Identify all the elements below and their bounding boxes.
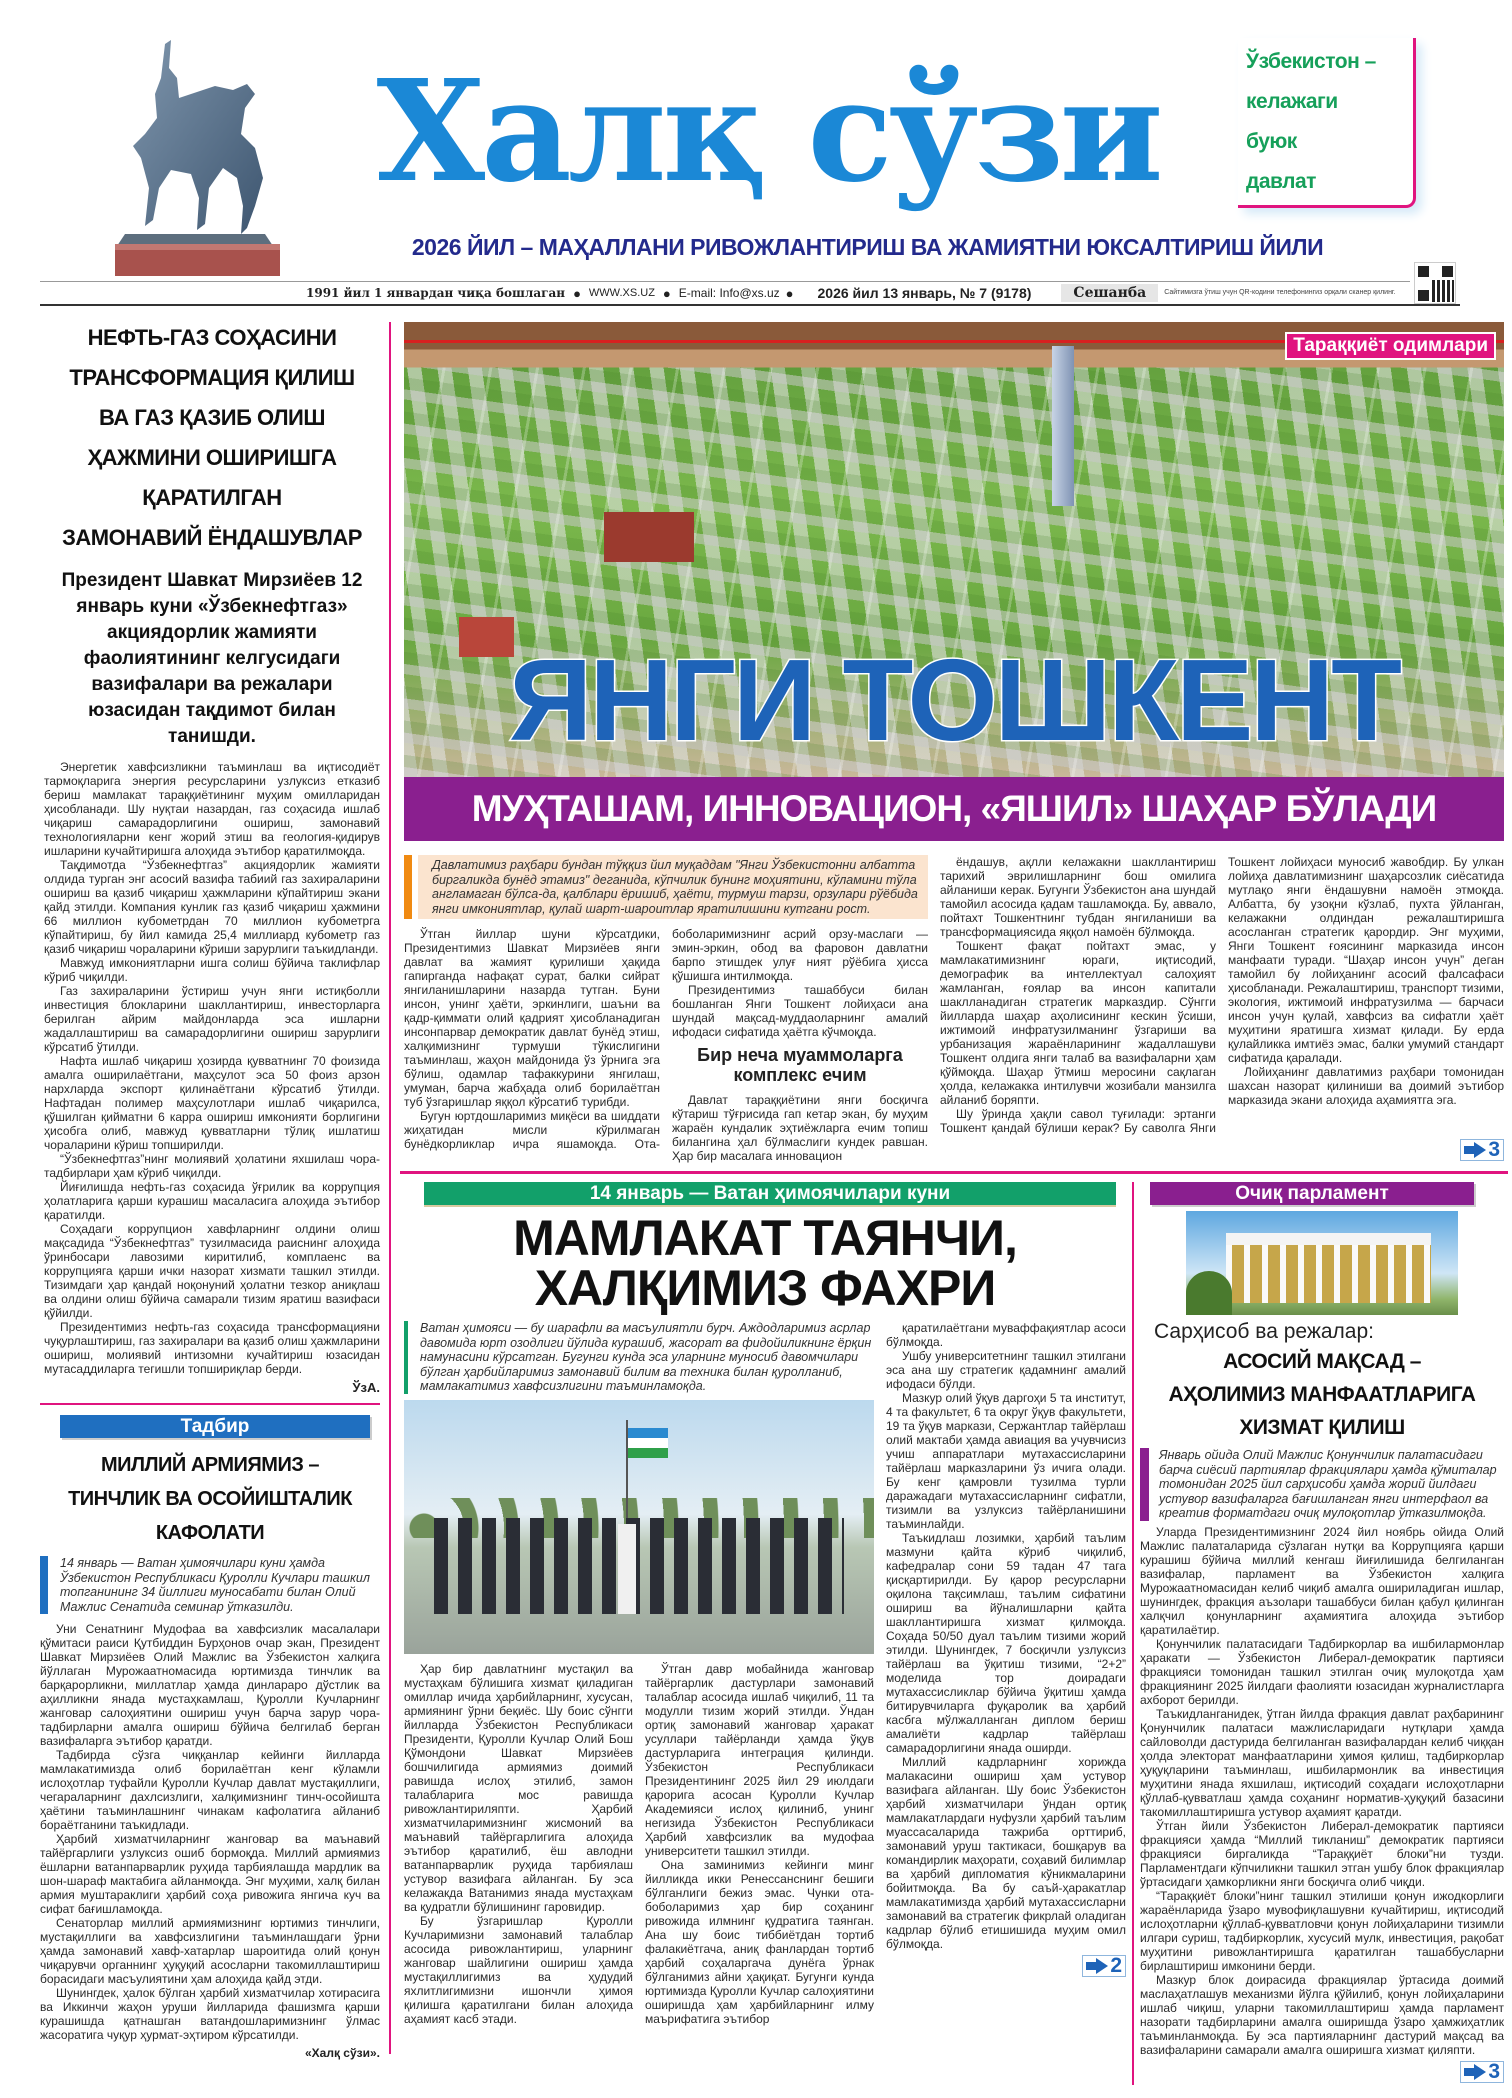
roof bbox=[1226, 1233, 1431, 1245]
parliament-intro bbox=[1140, 1448, 1504, 1521]
vatan-body-side bbox=[886, 1321, 1126, 1951]
paragraph: Қонунчилик палатасидаги Тадбиркорлар ва ишбилармонлар ҳаракати — Ўзбекистон Либерал-демократик партияси фракцияси томонидан ташкил этилган очиқ мулоқотда ҳам фракциянинг 2025 йилдаги фаолияти юзасидан журналистларга ахборот берилди. bbox=[1140, 1636, 1504, 1707]
main-area bbox=[404, 322, 1504, 2085]
newspaper-title: Халқ сўзи bbox=[376, 50, 1160, 214]
header-rule-thick bbox=[40, 304, 1460, 306]
continued-on-page-button[interactable] bbox=[1082, 1955, 1126, 1977]
continued-on-page-button[interactable] bbox=[1460, 2061, 1504, 2083]
paragraph: Йиғилишда нефть-газ соҳасида ўғрилик ва коррупция ҳолатларига қарши курашиш масаласига алоҳида эътибор қаратилди. bbox=[44, 1180, 380, 1222]
paragraph: Энергетик хавфсизликни таъминлаш ва иқтисодиёт тармоқларига энергия ресурсларини узлуксиз етказиб бериш мамлакат тараққиётининг муҳим омилларидан ҳисобланади. Шу нуқтаи назардан, газ соҳасида ишлаб чиқариш самарадорлигини ошириш, замонавий технологияларни кенг жорий этиш ва геология-қидирув ишларини кучайтиришга алоҳида эътибор қаратилмоқда. bbox=[44, 760, 380, 858]
paragraph: Тақдимотда “Ўзбекнефтгаз” акциядорлик жамияти олдида турган энг асосий вазифа табиий газ захираларини ошириш ва қазиб чиқариш ҳажмларини кўпайтириш экани қайд этилди. Компания кунлик газ қазиб чиқариш ҳажмини 66 миллион кубометрдан 70 миллион кубометрга кўпайтириш, бу йил камида 25,4 миллиард кубометр газ қазиб чиқариш чораларини кўриши зарурлиги таъкидланди. bbox=[44, 858, 380, 956]
paragraph: Ҳар бир давлатнинг мустақил ва мустаҳкам бўлишига хизмат қиладиган омиллар ичида ҳарбийларнинг, хусусан, армиянинг ўрни беқиёс. Шу боис сўнгги йилларда Ўзбекистон Республикаси Президенти, Қуролли Кучлар Олий Бош Қўмондони Шавкат Мирзиёев бошчилигида армиямиз доимий равишда ислоҳ этилиб, замон талабларига мос равишда ривожлантириляпти. Ҳарбий хизматчиларимизнинг жисмоний ва маънавий тайёргарлигига алоҳида эътибор қаратилиб, ёш авлодни ватанпарварлик руҳида тарбиялаш устувор вазифага айланган. Бу эса келажакда Ватанимиз янада мустаҳкам ва қудратли бўлишининг гаровидир. bbox=[404, 1661, 633, 1914]
paragraph: Давлат тараққиётини янги босқичга кўтариш тўғрисида гап кетар экан, бу муҳим жараён кундалик эҳтиёжларга ечим топиш билангина ҳал бўлмаслиги кундек равшан. Ҳар бир масалага инновацион bbox=[672, 1093, 928, 1163]
lower-area bbox=[404, 1182, 1504, 2085]
paragraph: Таъкидлаш лозимки, ҳарбий таълим мазмуни қайта кўриб чиқилиб, кафедралар сони 59 тадан 47 тага қисқартирилди. Бу қарор ресурсларни оқилона тақсимлаш, таълим сифатини ошириш ва йўналишларни қайта шакллантиришга хизмат қилмоқда. Соҳада 50/50 дуал таълим тизими жорий этилди. Шунингдек, 7 босқичли узлуксиз тайёрлаш ва ўқитиш тизими, “2+2” моделида тор доирадаги мутахассисликлар бўйича ўқитиш ҳамда битирувчиларга фуқаролик ва ҳарбий касбга мўлжалланган диплом бериш амалиёти кадрлар тайёрлаш самарадорлигини янада оширди. bbox=[886, 1531, 1126, 1755]
paragraph: Уларда Президентимизнинг 2024 йил ноябрь ойида Олий Мажлис палаталарида сўзлаган нутқи ва Коррупцияга қарши курашиш бўйича миллий кенгаш йиғилишида белгиланган вазифалар, парламент ва Ўзбекистон халқига Мурожаатномасидан келиб чиқиб амалга ошириладиган ишлар, шунингдек, фракция аъзолари ташаббуси билан қабул қилинган халқчил қонунларнинг аҳамиятига алоҳида эътибор қаратилаётир. bbox=[1140, 1524, 1504, 1637]
page-number: 3 bbox=[1488, 2059, 1500, 2083]
paragraph: Нафта ишлаб чиқариш ҳозирда қувватнинг 70 фоизида амалга оширилаётгани, маҳсулот эса 50 фоиз арзон нархларда экспорт қилинаётгани кўрсатиб ўтилди. Нафтадан полимер маҳсулотлари ишлаб чиқарилса, қўшилган қийматни 6 карра ошириш имконияти борлигини ҳисобга олиб, мавжуд қувватларни тўлиқ ишлатиш чораларини кўриш топширилди. bbox=[44, 1054, 380, 1152]
paragraph: Сенаторлар миллий армиямизнинг юртимиз тинчлиги, мустақиллиги ва хавфсизлигини таъминлашдаги ўрни ҳамда замонавий хавф-хатарлар шароитида олий қонун чиқарувчи органнинг ҳуқуқий асосларни такомиллаштириш борасидаги масъулиятини ҳам алоҳида қайд этди. bbox=[40, 1916, 380, 1986]
paragraph: “Ўзбекнефтгаз”нинг молиявий ҳолатини яхшилаш чора-тадбирлари ҳам кўриб чиқилди. bbox=[44, 1152, 380, 1180]
paragraph: Ўтган йиллар шуни кўрсатдики, Президентимиз Шавкат Мирзиёев янги давлат ва жамият қурилиши ҳақида гапирганда нафақат сурат, балки сийрат янгиланишларини назарда тутган. Буни инсон, унинг ҳаёти, эркинлиги, шаъни ва қадр-қиммати олий қадрият ҳисобланадиган инсонпарвар демократик давлат бунёд этиш, халқимизнинг турмуши тўкислигини таъминлаш, жаҳон майдонида ўз ўрнига эга бўлиш, одамлар тафаккурини янгилаш, умуман, барча жабҳада олиб борилаётган туб ўзгаришлар яққол кўрсатиб турибди. bbox=[404, 927, 660, 1109]
arrow-right-icon bbox=[1474, 1142, 1486, 1158]
lead-body-left bbox=[404, 927, 928, 1163]
intro-text: Январь ойида Олий Мажлис Қонунчилик палатасидаги барча сиёсий партиялар фракциялари ҳамда қўмиталар томонидан 2025 йил сарҳисоби ҳамда жорий йилдаги устувор вазифаларга бағишланган янги интерфаол ва креатив форматдаги очиқ мулоқотлар ўтказилмоқда. bbox=[1159, 1448, 1497, 1520]
subheading: Бир неча муаммоларга комплекс ечим bbox=[697, 1045, 903, 1085]
paragraph: Ҳарбий хизматчиларнинг жанговар ва маънавий тайёргарлиги узлуксиз ошиб бормоқда. Миллий армиямиз ёшларни ватанпарварлик руҳида тарбиялашда мардлик ва шон-шараф мактабига айланмоқда. Энг муҳими, халқ билан армия муштараклиги ҳарбий соҳа ривожига янгича куч ва сифат бағишламоқда. bbox=[40, 1832, 380, 1916]
headline-line: ВА ГАЗ ҚАЗИБ ОЛИШ bbox=[99, 405, 325, 430]
statue-logo bbox=[105, 38, 295, 278]
parliament-kicker: Сарҳисоб ва режалар: bbox=[1154, 1320, 1374, 1343]
headline-line: ТРАНСФОРМАЦИЯ ҚИЛИШ bbox=[69, 365, 355, 390]
year-banner: 2026 ЙИЛ – МАҲАЛЛАНИ РИВОЖЛАНТИРИШ ВА ЖАМИЯТНИ ЮКСАЛТИРИШ ЙИЛИ bbox=[411, 234, 1324, 260]
continued-wrap bbox=[1140, 2061, 1504, 2085]
email-link[interactable]: E-mail: Info@xs.uz bbox=[678, 286, 780, 300]
headline-line: ХАЛҚИМИЗ ФАХРИ bbox=[534, 1260, 996, 1316]
lead-body-right bbox=[940, 855, 1504, 1135]
paragraph: Президентимиз ташаббуси билан бошланган Янги Тошкент лойиҳаси ана шундай мақсад-муддаоларнинг амалий ифодаси сифатида ҳаётга кўчмоқда. bbox=[672, 983, 928, 1039]
paragraph: Ўтган давр мобайнида жанговар тайёргарлик дастурлари замонавий талаблар асосида ишлаб чиқилиб, 11 та модулли тизим жорий этилди. Ўндан ортиқ замонавий жанговар ҳаракат усуллари тайёрланди ҳамда ўқув дастурларига интеграция қилинди. Ўзбекистон Республикаси Президентининг 2025 йил 29 июлдаги қарорига асосан Қуролли Кучлар Академияси ислоҳ қилиниб, унинг негизида Ўзбекистон Республикаси Ҳарбий хавфсизлик ва мудофаа университети ташкил этилди. bbox=[645, 1661, 874, 1858]
trees bbox=[1186, 1271, 1232, 1315]
intro-text: Давлатимиз раҳбари бундан тўққиз йил муқаддам "Янги Ўзбекистонни албатта биргаликда бунёд этамиз" деганида, кўпчилик бунинг моҳиятини, кўламини тўла англамаган бўлса-да, қалблари ёришиб, ҳаёти, турмуш тарзи, орзулари рўёбида янги имкониятлар, қулай шарт-шароитлар яратилишини кутгани рост. bbox=[418, 855, 928, 919]
website-link[interactable]: WWW.XS.UZ bbox=[588, 287, 655, 299]
flag bbox=[628, 1428, 668, 1458]
issue-info: 2026 йил 13 январь, № 7 (9178) bbox=[817, 285, 1032, 301]
headline-line: ХИЗМАТ ҚИЛИШ bbox=[1239, 1416, 1405, 1439]
parliament-headline bbox=[1140, 1345, 1504, 1444]
vatan-right bbox=[886, 1321, 1126, 2026]
vatan-body-bottom bbox=[404, 1662, 874, 2026]
section-rule bbox=[400, 1171, 1508, 1174]
paragraph: Она заминимиз кейинги минг йилликда икки Ренессанснинг бешиги бўлганлиги бежиз эмас. Чунки ота-боболаримиз ҳар бир соҳанинг ривожида илмнинг қудратига таянган. Ана шу боис тиббиётдан тортиб фалакиётгача, аниқ фанлардан тортиб ҳарбий соҳаларгача дунёга ўрнак бўлганимиз айни ҳақиқат. Бугунги кунда юртимизда Қуролли Кучлар салоҳиятини оширишда ҳам ҳарбийларнинг илму маърифатига эътибор bbox=[645, 1857, 874, 2026]
section-label-parliament: Очиқ парламент bbox=[1150, 1182, 1474, 1205]
lead-intro-box bbox=[404, 855, 928, 919]
paragraph: ёндашув, ақлли келажакни шакллантириш тарихий эврилишларнинг бош омилига айланиши керак. Бугунги Ўзбекистон ана шундай тамойил асосида қадам ташламоқда. Бу, аввало, пойтахт Тошкентнинг тубдан янгиланиши ва трансформациясида яққол намоён бўлмоқда. bbox=[940, 855, 1216, 939]
military-parade-photo bbox=[404, 1400, 874, 1654]
parliament-article bbox=[1140, 1182, 1504, 2085]
column-divider bbox=[1132, 1182, 1134, 2085]
intro-text: 14 январь — Ватан ҳимоячилари куни ҳамда Ўзбекистон Республикаси Қуролли Кучлари ташкил топганининг 34 йиллиги муносабати билан Олий Мажлис Сенатида семинар ўтказилди. bbox=[60, 1556, 370, 1614]
article-body bbox=[40, 1622, 380, 2042]
paragraph: қаратилаётгани муваффақиятлар асоси бўлмоқда. bbox=[886, 1321, 1126, 1349]
vatan-intro bbox=[404, 1321, 874, 1394]
left-column bbox=[40, 318, 380, 2060]
page-number: 3 bbox=[1488, 1138, 1500, 1161]
tower bbox=[1052, 346, 1074, 506]
lead-subtitle: МУҲТАШАМ, ИННОВАЦИОН, «ЯШИЛ» ШАҲАР БЎЛАДИ bbox=[471, 788, 1437, 829]
headline bbox=[40, 1448, 380, 1550]
oil-gas-article bbox=[40, 318, 380, 1395]
red-building bbox=[604, 512, 694, 562]
weekday: Сешанба bbox=[1061, 284, 1158, 302]
section-rule bbox=[40, 1403, 380, 1405]
lead-text-area bbox=[404, 855, 1504, 1163]
paragraph: Шунингдек, ҳалок бўлган ҳарбий хизматчилар хотирасига ва Иккинчи жаҳон уруши йилларида фашизмга қарши курашишда қатнашган ватандошларимизнинг ўлмас жасоратига чуқур ҳурмат-эҳтиром кўрсатилди. bbox=[40, 1986, 380, 2042]
intro-bar bbox=[404, 855, 412, 919]
headline-line: НЕФТЬ-ГАЗ СОҲАСИНИ bbox=[87, 325, 337, 350]
article-source: «Халқ сўзи». bbox=[304, 2046, 380, 2060]
slogan-line: келажаги bbox=[1246, 90, 1338, 113]
headline-line: ЗАМОНАВИЙ ЁНДАШУВЛАР bbox=[62, 525, 362, 550]
bullet: ● bbox=[573, 285, 581, 301]
slogan-line: давлат bbox=[1246, 170, 1316, 193]
statue-icon bbox=[105, 38, 295, 278]
paragraph: Ўтган йили Ўзбекистон Либерал-демократик партияси фракцияси ҳамда “Миллий тикланиш” демократик партияси фракцияси биргаликда “Тараққиёт блоки”ни тузди. Парламентдаги кўпчиликни ташкил этган ушбу блок фракциялар ўртасидаги ҳамкорликни янги босқичга олиб чиқди. bbox=[1140, 1818, 1504, 1889]
bullet: ● bbox=[662, 285, 671, 301]
tadbir-article bbox=[40, 1415, 380, 2060]
paragraph: Соҳадаги коррупцион хавфларнинг олдини олиш мақсадида “Ўзбекнефтгаз” тузилмасида раиснинг алоҳида ўринбосари лавозими киритилиб, комплаенс ва коррупцияга қарши ички назорат хизмати ташкил этилди. Тизимдаги ҳар қандай ноқонуний ҳолатни тезкор аниқлаш ва олдини олиш бўйича самарали тизим яратиш вазифаси қўйилди. bbox=[44, 1222, 380, 1320]
paragraph: Уни Сенатнинг Мудофаа ва хавфсизлик масалалари қўмитаси раиси Қутбиддин Бурҳонов очар экан, Президент Шавкат Мирзиёев Олий Мажлис ва Ўзбекистон халқига йўллаган Мурожаатномасида юртимизда тинчлик ва барқарорликни, миллатлар ҳамда динлараро дўстлик ва аҳилликни янада мустаҳкамлаш, Қуролли Кучларнинг жанговар салоҳиятини ошириш учун барча зарур чора-тадбирларни амалга ошириш бўйича белгилаб берган вазифаларга эътибор қаратди. bbox=[40, 1622, 380, 1748]
headline-line: МАМЛАКАТ ТАЯНЧИ, bbox=[513, 1210, 1017, 1266]
info-bar bbox=[300, 283, 1410, 303]
section-banner-vatan: 14 январь — Ватан ҳимоячилари куни bbox=[424, 1182, 1116, 1207]
intro-text: Ватан ҳимояси — бу шарафли ва масъулиятли бурч. Аждодларимиз асрлар давомида юрт озодлиги йўлида курашиб, жасорат ва фидойиликнинг ёрқин намунасини кўрсатган. Бугунги кунда эса уларнинг муносиб давомчилари бўлган ҳарбийларимиз замонавий билим ва техника билан қуролланиб, мамлакатимиз хавфсизлигини таъминламоқда. bbox=[420, 1321, 872, 1393]
qr-code[interactable] bbox=[1414, 262, 1456, 304]
subheadline: Президент Шавкат Мирзиёев 12 январь куни «Ўзбекнефтгаз» акциядорлик жамияти фаолиятининг келгусидаги вазифалари ва режалари юзасидан тақдимот билан танишди. bbox=[61, 570, 363, 747]
intro-bar bbox=[40, 1556, 48, 1614]
paragraph: Таъкидланганидек, ўтган йилда фракция давлат раҳбарининг Қонунчилик палатаси мажлисларидаги нутқлари ҳамда сайловолди дастурида белгиланган вазифалардан келиб чиққан ҳолда электорат манфаатларини ҳимоя қилиш, тадбиркорлар ҳуқуқларини таъминлаш, ишбилармонлик ва инвестиция муҳитини янада яхшилаш, иқтисодий соҳадаги ислоҳотларни қўллаб-қувватлаш ҳамда соҳанинг норматив-ҳуқуқий базасини такомиллаштиришга устувор аҳамият қаратди. bbox=[1140, 1706, 1504, 1819]
bullet: ● bbox=[785, 285, 794, 301]
parliament-body bbox=[1140, 1525, 1504, 2057]
parliament-building-photo bbox=[1186, 1211, 1458, 1315]
paragraph: Президентимиз нефть-газ соҳасида трансформацияни чуқурлаштириш, газ захиралари ва қазиб олиш ҳажмларини ошириш, молиявий интизомни кучайтириш юзасидан мутасаддиларга тегишли топшириқлар берди. bbox=[44, 1320, 380, 1376]
paragraph: Газ захираларини ўстириш учун янги истиқболли инвестиция блокларини шакллантириш, инвесторларга берилган айрим майдонларда эса ишларни жадаллаштириш ва самарадорлигини ошириш зарурлиги кўрсатиб ўтилди. bbox=[44, 984, 380, 1054]
continued-wrap bbox=[886, 1955, 1126, 1979]
intro-bar bbox=[404, 1321, 408, 1394]
paragraph: Бу ўзгаришлар Қуролли Кучларимизни замонавий талаблар асосида ривожлантириш, уларнинг жанговар шайлигини ошириш ҳамда мустақиллигимиз ва ҳудудий яхлитлигимизни ишончли ҳимоя қилишга қаратилгани билан алоҳида аҳамият касб этади. bbox=[404, 1913, 633, 2026]
headline-line: МИЛЛИЙ АРМИЯМИЗ – bbox=[100, 1454, 320, 1476]
vatan-headline bbox=[404, 1210, 1126, 1316]
headline-line: КАФОЛАТИ bbox=[155, 1522, 265, 1544]
paragraph: Тадбирда сўзга чиққанлар кейинги йилларда мамлакатимизда олиб борилаётган кенг кўламли ислоҳотлар туфайли Қуролли Кучлар давлат мустақиллиги, чегараларнинг дахлсизлиги, халқимизнинг тинч-осойишта ҳаётини таъминлашнинг чинакам кафолатига айланиб бораётганини таъкидлади. bbox=[40, 1748, 380, 1832]
slogan-line: буюк bbox=[1246, 130, 1297, 153]
headline-line: АСОСИЙ МАҚСАД – bbox=[1223, 1350, 1421, 1373]
article-source: ЎзА. bbox=[352, 1380, 380, 1395]
paragraph: Ушбу университетнинг ташкил этилгани эса ана шу стратегик қадамнинг амалий ифодаси бўлди. bbox=[886, 1349, 1126, 1391]
arrow-right-icon bbox=[1096, 1958, 1108, 1974]
vatan-left bbox=[404, 1321, 874, 2026]
lead-left bbox=[404, 855, 928, 1163]
lead-title: ЯНГИ ТОШКЕНТ bbox=[508, 635, 1400, 765]
headline bbox=[44, 318, 380, 558]
paragraph: Шу ўринда ҳақли савол туғилади: эртанги Тошкент қандай бўлиши керак? Бу саволга Янги Тошкент лойиҳаси муносиб жавобдир. Бу улкан лойиҳа давлатимизнинг шаҳарсозлик сиёсатида мутлақо янги ёндашувни намоён этмоқда. Албатта, бу узоқни кўзлаб, пухта ўйланган, келажакни олдиндан режалаштиришга асосланган стратегик қарордир. Энг муҳими, Янги Тошкент ғоясининг марказида инсон манфаати туради. “Шаҳар инсон учун” деган тамойил бу лойиҳанинг асосий фалсафаси ҳисобланади. Режалаштириш, транспорт тизими, экология, ижтимоий инфратузилма — барчаси инсон учун қулай, хавфсиз ва сифатли ҳаёт муҳитини яратишга хизмат қилади. Бу ерда қулайликка имтиёз эмас, балки умумий стандарт сифатида қаралади. bbox=[940, 855, 1504, 1135]
paragraph: Миллий кадрларнинг хорижда малакасини ошириш ҳам устувор вазифага айланган. Шу боис Ўзбекистон ҳарбий хизматчилари ўндан ортиқ мамлакатлардаги нуфузли ҳарбий таълим муассасаларида тажриба орттириб, замонавий уруш тактикаси, бошқарув ва командирлик маҳорати, соҳавий билимлар ва ҳарбий дипломатия кўникмаларини бойитмоқда. Ва бу саъй-ҳаракатлар мамлакатимизда ҳарбий мутахассисларни замонавий ва стратегик фикрлай оладиган кадрлар бўлиб етишишида муҳим омил бўлмоқда. bbox=[886, 1755, 1126, 1951]
vatan-grid bbox=[404, 1321, 1126, 2026]
vatan-article bbox=[404, 1182, 1126, 2085]
qr-note: Сайтимизга ўтиш учун QR-кодини телефонингиз орқали сканер қилинг. bbox=[1164, 289, 1396, 296]
soldier-white bbox=[618, 1524, 636, 1614]
continued-on-page-button[interactable] bbox=[1460, 1139, 1504, 1161]
headline-line: АҲОЛИМИЗ МАНФААТЛАРИГА bbox=[1168, 1383, 1476, 1406]
slogan-line: Ўзбекистон – bbox=[1246, 50, 1376, 73]
headline-line: ҚАРАТИЛГАН bbox=[142, 485, 282, 510]
paragraph: “Тараққиёт блоки”нинг ташкил этилиши қонун ижодкорлиги жараёнларида ўзаро мувофиқлашувни кучайтириш, иқтисодий ислоҳотларни қўллаб-қувватловчи қонун лойиҳаларини тизимли илгари суриш, тадбиркорлик, хусусий мулк, инвестиция, рақобат муҳитини ривожлантиришга қаратилган ташаббусларни бирлаштириш имконини берди. bbox=[1140, 1888, 1504, 1973]
lead-right bbox=[940, 855, 1504, 1163]
founded-date: 1991 йил 1 январдан чиқа бошлаган bbox=[306, 286, 566, 300]
header-rule-thin bbox=[40, 281, 1410, 282]
lead-photo-new-tashkent bbox=[404, 322, 1504, 777]
paragraph: Мавжуд имкониятларни ишга солиш бўйича таклифлар кўриб чиқилди. bbox=[44, 956, 380, 984]
paragraph: Бугун юртдошларимиз миқёси ва шиддати жиҳатидан мисли кўрилмаган бунёдкорликлар ичра яшамоқда. Ота-боболаримизнинг асрий орзу-маслаги — эмин-эркин, обод ва фаровон давлатни барпо этишдек улуғ ният рўёбига ҳисса қўшишга интилмоқда. bbox=[404, 927, 928, 1151]
soldiers bbox=[434, 1518, 844, 1614]
article-intro bbox=[40, 1556, 380, 1614]
lead-subtitle-band bbox=[404, 777, 1504, 841]
section-tag: Тараққиёт одимлари bbox=[1285, 332, 1496, 360]
intro-bar bbox=[1140, 1448, 1149, 1521]
paragraph: Лойиҳанинг давлатимиз раҳбари томонидан шахсан назорат қилиниши ва доимий эътибор марказида экани алоҳида аҳамиятга эга. bbox=[1228, 1065, 1504, 1107]
paragraph: Мазкур блок доирасида фракциялар ўртасида доимий маслаҳатлашув механизми йўлга қўйилиб, қонун лойиҳаларини ишлаб чиқиш, уларни такомиллаштириш ҳамда парламент назорати тадбирларини амалга оширишда ўзаро ҳамжиҳатлик таъминланмоқда. Бу эса партияларнинг дастурий мақсад ва вазифаларини самарали амалга оширишга хизмат қиляпти. bbox=[1140, 1972, 1504, 2057]
headline-line: ҲАЖМИНИ ОШИРИШГА bbox=[87, 445, 337, 470]
colonnade bbox=[1226, 1245, 1431, 1303]
headline-line: ТИНЧЛИК ВА ОСОЙИШТАЛИК bbox=[68, 1488, 352, 1510]
paragraph: Тошкент фақат пойтахт эмас, у мамлакатимизнинг юраги, иқтисодий, демографик ва интеллектуал салоҳият жамланган, ғоялар ва инсон капитали шаклланадиган стратегик марказдир. Сўнгги йилларда шаҳар аҳолисининг кескин ўсиши, ижтимоий инфратузилманинг ўзгариши ва урбанизация жараёнларининг жадаллашуви Тошкент олдига янги талаб ва вазифаларни ҳам қўймоқда. Шаҳар ўтмиш меросини сақлаган ҳолда, келажакка интилувчи жозибали манзилга айланиб боряпти. bbox=[940, 939, 1216, 1107]
continued-wrap bbox=[940, 1139, 1504, 1163]
paragraph: Мазкур олий ўқув даргоҳи 5 та институт, 4 та факультет, 6 та округ ўқув факультети, 19 та ўқув маркази, Сержантлар тайёрлаш олий мактаби ҳамда авиация ва учувчисиз учиш аппаратлари мутахассисларини тайёрлаш марказларини ўз ичига олади. Бу кенг қамровли тузилма турли даражадаги мутахассисларнинг сифатли, тизимли ва узлуксиз тайёрланишини таъминлайди. bbox=[886, 1391, 1126, 1531]
article-body bbox=[44, 760, 380, 1376]
arrow-right-icon bbox=[1474, 2064, 1486, 2080]
section-label-tadbir: Тадбир bbox=[60, 1415, 370, 1438]
slogan-box bbox=[1238, 38, 1416, 208]
page-number: 2 bbox=[1110, 1954, 1122, 1977]
column-divider bbox=[389, 322, 391, 2054]
